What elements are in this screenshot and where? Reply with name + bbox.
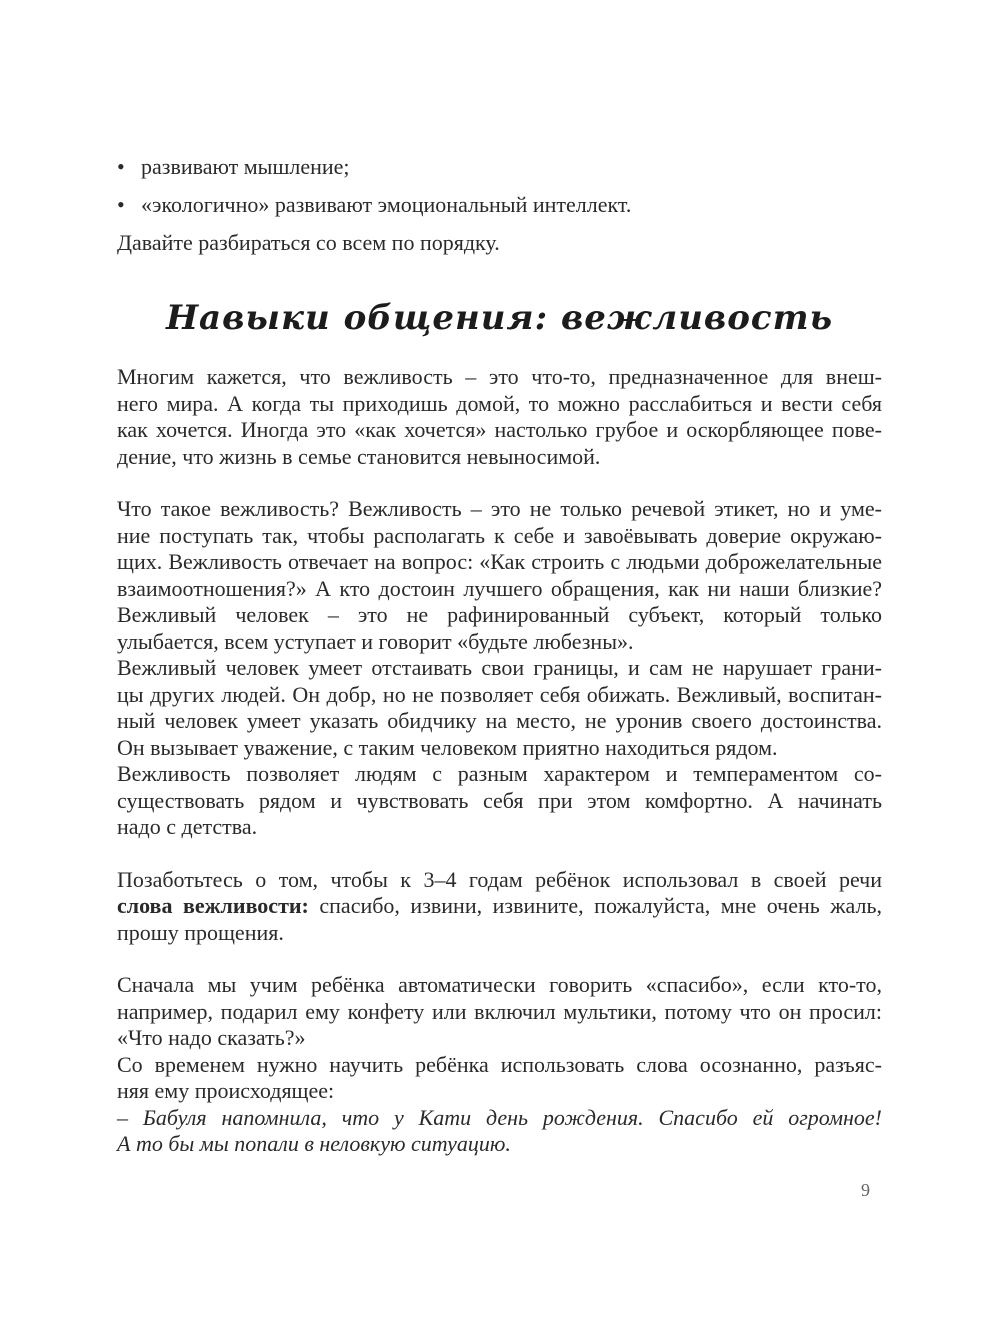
text-line: Что такое вежливость? Вежливость – это не только речевой этикет, но и уме-: [117, 496, 882, 521]
text-line: улыбается, всем уступает и говорит «будьте любезны».: [117, 628, 634, 654]
paragraph-7: [117, 972, 882, 1052]
text-line: как хочется. Иногда это «как хочется» настолько грубое и оскорбляющее пове-: [117, 417, 882, 442]
paragraph-6: [117, 867, 882, 947]
text-line: дение, что жизнь в семье становится невыносимой.: [117, 443, 601, 469]
text-line: Сначала мы учим ребёнка автоматически говорить «спасибо», если кто-то,: [117, 972, 882, 997]
paragraph-5: [117, 761, 882, 841]
bullet-text: «экологично» развивают эмоциональный интеллект.: [141, 192, 632, 217]
paragraph-4: [117, 655, 882, 761]
text-line: Вежливый человек умеет отстаивать свои границы, и сам не нарушает грани-: [117, 655, 882, 680]
text-line: Вежливость позволяет людям с разным характером и темпераментом со-: [117, 761, 882, 786]
text-line: надо с детства.: [117, 814, 258, 839]
text-line: Позаботьтесь о том, чтобы к 3–4 годам ребёнок использовал в своей речи: [117, 866, 882, 892]
text-line: него мира. А когда ты приходишь домой, то можно расслабиться и вести себя: [117, 390, 882, 416]
bullet-item: [117, 192, 882, 218]
paragraph-3: [117, 602, 882, 655]
text-line: «Что надо сказать?»: [117, 1025, 306, 1050]
page-content: [117, 154, 882, 1158]
bold-term: слова вежливости:: [117, 893, 309, 918]
text-line: щих. Вежливость отвечает на вопрос: «Как строить с людьми доброжелательные: [117, 549, 882, 574]
bullet-dot: •: [117, 192, 125, 217]
text-line: существовать рядом и чувствовать себя при этом комфортно. А начинать: [117, 787, 882, 813]
text-line: А то бы мы попали в неловкую ситуацию.: [117, 1131, 511, 1156]
text-line: ный человек умеет указать обидчику на место, не уронив своего достоинства.: [117, 708, 882, 733]
intro-sentence: Давайте разбираться со всем по порядку.: [117, 230, 500, 255]
text-line: Он вызывает уважение, с таким человеком приятно находиться рядом.: [117, 734, 778, 760]
page-number: 9: [861, 1180, 870, 1200]
bullet-dot: •: [117, 154, 125, 179]
paragraph-2: [117, 496, 882, 602]
bullet-text: развивают мышление;: [141, 154, 350, 179]
text-line: цы других людей. Он добр, но не позволяет себя обижать. Вежливый, воспитан-: [117, 681, 882, 707]
text-line: прошу прощения.: [117, 919, 284, 945]
text-line: Со временем нужно научить ребёнка использовать слова осознанно, разъяс-: [117, 1051, 882, 1077]
bullet-item: [117, 154, 882, 180]
text-line: взаимоотношения?» А кто достоин лучшего обращения, как ни наши близкие?: [117, 575, 882, 601]
paragraph-8: [117, 1052, 882, 1105]
paragraph-9-dialogue: [117, 1105, 882, 1158]
text-fragment: спасибо, извини, извините, пожалуйста, мне очень жаль,: [308, 893, 882, 918]
text-line: например, подарил ему конфету или включил мультики, потому что он просил:: [117, 998, 882, 1024]
paragraph-1: [117, 364, 882, 470]
section-heading: Навыки общения: вежливость: [165, 298, 834, 338]
text-line: Вежливый человек – это не рафинированный субъект, который только: [117, 602, 882, 627]
text-line: ние поступать так, чтобы располагать к себе и завоёвывать доверие окружаю-: [117, 522, 882, 548]
text-line: няя ему происходящее:: [117, 1078, 335, 1103]
text-line: [117, 893, 882, 920]
text-line: Многим кажется, что вежливость – это что-то, предназначенное для внеш-: [117, 364, 882, 389]
text-line: – Бабуля напомнила, что у Кати день рождения. Спасибо ей огромное!: [117, 1104, 882, 1130]
